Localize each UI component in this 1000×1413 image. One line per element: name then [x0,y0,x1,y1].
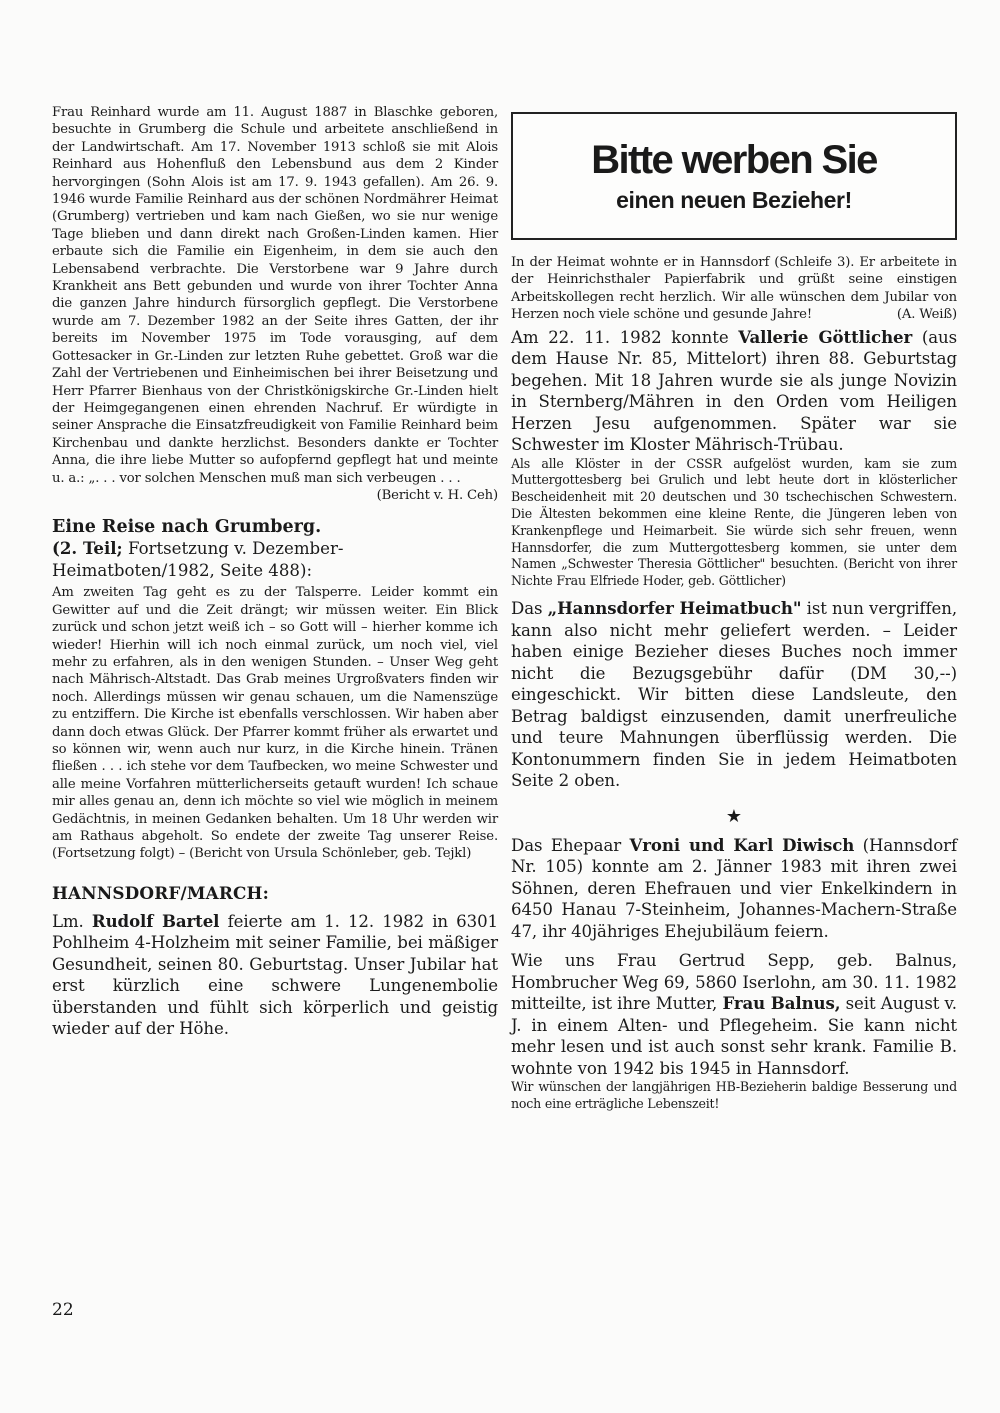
bartel-continuation [511,254,957,324]
obituary-article [52,104,498,503]
goettlicher-article [511,327,957,456]
star-separator-icon: ★ [725,805,743,827]
diwisch-prefix: Das Ehepaar [511,835,630,855]
ad-headline: Bitte werben Sie [591,138,877,182]
balnus-prefix: Wie uns Frau Gertrud Sepp, geb. Balnus, Hombrucher Weg 69, 5860 Iserlohn, am 30. 11. 1982 mitteilte, ist ihre Mutter, [511,951,957,1013]
heimatbuch-text: ist nun vergriffen, kann also nicht mehr geliefert werden. – Leider haben einige Bezieher dieses Buches noch immer nicht die Bezugsgebühr dafür (DM 30,--) eingeschickt. Wir bitten diese Landsleute, den Betrag baldigst einzusenden, damit unerfreuliche und teure Mahnungen überflüssig werden. Die Kontonummern finden Sie in jedem Heimatboten Seite 2 oben. [511,599,957,790]
goettlicher-name: Vallerie Göttlicher [738,326,913,347]
balnus-text-small: Wir wünschen der langjährigen HB-Bezieherin baldige Besserung und noch eine erträgliche Lebenszeit! [511,1079,957,1111]
advertisement-box [511,112,957,240]
heimatbuch-name: „Hannsdorfer Heimatbuch" [547,598,802,618]
ad-subline: einen neuen Bezieher! [616,187,852,213]
heimatbuch-prefix: Das [511,599,548,618]
travel-subtitle-bold: (2. Teil; [52,538,123,559]
bartel-cont-signature: (A. Weiß) [896,307,957,323]
page-number: 22 [52,1300,74,1320]
balnus-article [511,950,957,1079]
diwisch-text: (Hannsdorf Nr. 105) konnte am 2. Jänner 1983 mit ihren zwei Söhnen, deren Ehefrauen und vier Enkelkindern in 6450 Hanau 7-Steinheim, Johannes-Machern-Straße 47, ihr 40jähriges Ehejubiläum feiern. [511,835,958,941]
section-heading-hannsdorf: HANNSDORF/MARCH: [52,882,269,903]
bartel-name: Rudolf Bartel [91,910,220,931]
right-column [511,104,957,1113]
heimatbuch-article [511,598,957,792]
goettlicher-prefix: Am 22. 11. 1982 konnte [511,327,739,347]
travel-subtitle [52,538,498,581]
diwisch-article [511,835,957,943]
left-column [52,104,498,1040]
obituary-text: Frau Reinhard wurde am 11. August 1887 in Blaschke geboren, besuchte in Grumberg die Schule und arbeitete anschließend in der Landwirtschaft. Am 17. November 1913 schloß sie mit Alois Reinhard aus Hohenfluß den Lebensbund aus dem 2 Kinder hervorgingen (Sohn Alois ist am 17. 9. 1943 gefallen). Am 26. 9. 1946 wurde Familie Reinhard aus der schönen Nordmährer Heimat (Grumberg) vertrieben und kam nach Gießen, wo sie nur wenige Tage blieben und dann direkt nach Großen-Linden kamen. Hier erbaute sich die Familie ein Eigenheim, in dem sie auch den Lebensabend verbrachte. Die Verstorbene war 9 Jahre durch Krankheit ans Bett gebunden und wurde von ihrer Tochter Anna die ganzen Jahre hindurch fürsorglich gepflegt. Die Verstorbene wurde am 7. Dezember 1982 an der Seite ihres Gatten, der ihr bereits im November 1975 im Tode vorausging, auf dem Gottesacker in Gr.-Linden zur letzten Ruhe gebettet. Groß war die Zahl der Vertriebenen und Einheimischen bei ihrer Beisetzung und Herr Pfarrer Bienhaus von der Christkönigskirche Gr.-Linden hielt der Heimgegangenen einen ehrenden Nachruf. Er würdigte in seiner Ansprache die Einsatzfreudigkeit von Familie Reinhard beim Kirchenbau und dankte herzlichst. Besonders dankte er Tochter Anna, die ihre liebe Mutter so aufopfernd gepflegt hat und meinte u. a.: „. . . vor solchen Menschen muß man sich verbeugen . . . [52,105,498,486]
bartel-text: feierte am 1. 12. 1982 in 6301 Pohlheim 4-Holzheim mit seiner Familie, bei mäßiger Gesundheit, seinen 80. Geburtstag. Unser Jubilar hat erst kürzlich eine schwere Lungenembolie überstanden und fühlt sich körperlich und geistig wieder auf der Höhe. [52,911,499,1039]
goettlicher-text: (aus dem Hause Nr. 85, Mittelort) ihren 88. Geburtstag begehen. Mit 18 Jahren wurde sie als junge Novizin in Sternberg/Mähren in den Orden vom Heiligen Herzen Jesu aufgenommen. Später war sie Schwester im Kloster Mährisch-Trübau. [511,327,957,455]
diwisch-name: Vroni und Karl Diwisch [629,834,855,855]
balnus-text: seit August v. J. in einem Alten- und Pflegeheim. Sie kann nicht mehr lesen und ist auch sonst sehr krank. Familie B. wohnte von 1942 bis 1945 in Hannsdorf. [511,994,957,1078]
goettlicher-text-small: Als alle Klöster in der CSSR aufgelöst wurden, kam sie zum Muttergottesberg bei Grulich und lebt heute dort in klösterlicher Bescheidenheit mit 20 deutschen und 30 tschechischen Schwestern. Die Ältesten bekommen eine kleine Rente, die Jüngeren leben von Krankenpflege und Heimarbeit. Sie würde sich sehr freuen, wenn Hannsdorfer, die zum Muttergottesberg kommen, sie unter dem Namen „Schwester Theresia Göttlicher" besuchten. (Bericht von ihrer Nichte Frau Elfriede Hoder, geb. Göttlicher) [511,455,957,589]
travel-subtitle-rest: Fortsetzung v. Dezember-Heimatboten/1982, Seite 488): [52,539,344,580]
obituary-signature: (Bericht v. H. Ceh) [376,487,498,503]
bartel-cont-text: In der Heimat wohnte er in Hannsdorf (Schleife 3). Er arbeitete in der Heinrichsthaler Papierfabrik und grüßt seine einstigen Arbeitskollegen recht herzlich. Wir alle wünschen dem Jubilar von Herzen noch viele schöne und gesunde Jahre! [511,255,957,323]
travel-text: Am zweiten Tag geht es zu der Talsperre. Leider kommt ein Gewitter auf und die Zeit drängt; wir müssen weiter. Ein Blick zurück und schon jetzt weiß ich – so Gott will – hierher komme ich wieder! Hierhin will ich noch einmal zurück, um noch viel, viel mehr zu erfahren, als in den wenigen Stunden. – Unser Weg geht nach Mährisch-Altstadt. Das Grab meines Urgroßvaters finden wir noch. Allerdings müssen wir genau schauen, um die Namenszüge zu entziffern. Die Kirche ist ebenfalls verschlossen. Wir haben aber dann doch etwas Glück. Der Pfarrer kommt früher als erwartet und so können wir, wenn auch nur kurz, in die Kirche hinein. Tränen fließen . . . ich stehe vor dem Taufbecken, wo meine Schwester und alle meine Vorfahren mütterlicherseits getauft wurden! Ich schaue mir alles genau an, denn ich möchte so viel wie möglich in meinem Gedächtnis, in meinen Gedanken behalten. Um 18 Uhr werden wir am Rathaus abgeholt. So endete der zweite Tag unserer Reise. (Fortsetzung folgt) – (Bericht von Ursula Schönleber, geb. Tejkl) [52,585,498,862]
bartel-article [52,911,498,1040]
travel-title: Eine Reise nach Grumberg. [52,517,322,538]
bartel-prefix: Lm. [52,911,92,931]
balnus-name: Frau Balnus, [722,993,841,1013]
